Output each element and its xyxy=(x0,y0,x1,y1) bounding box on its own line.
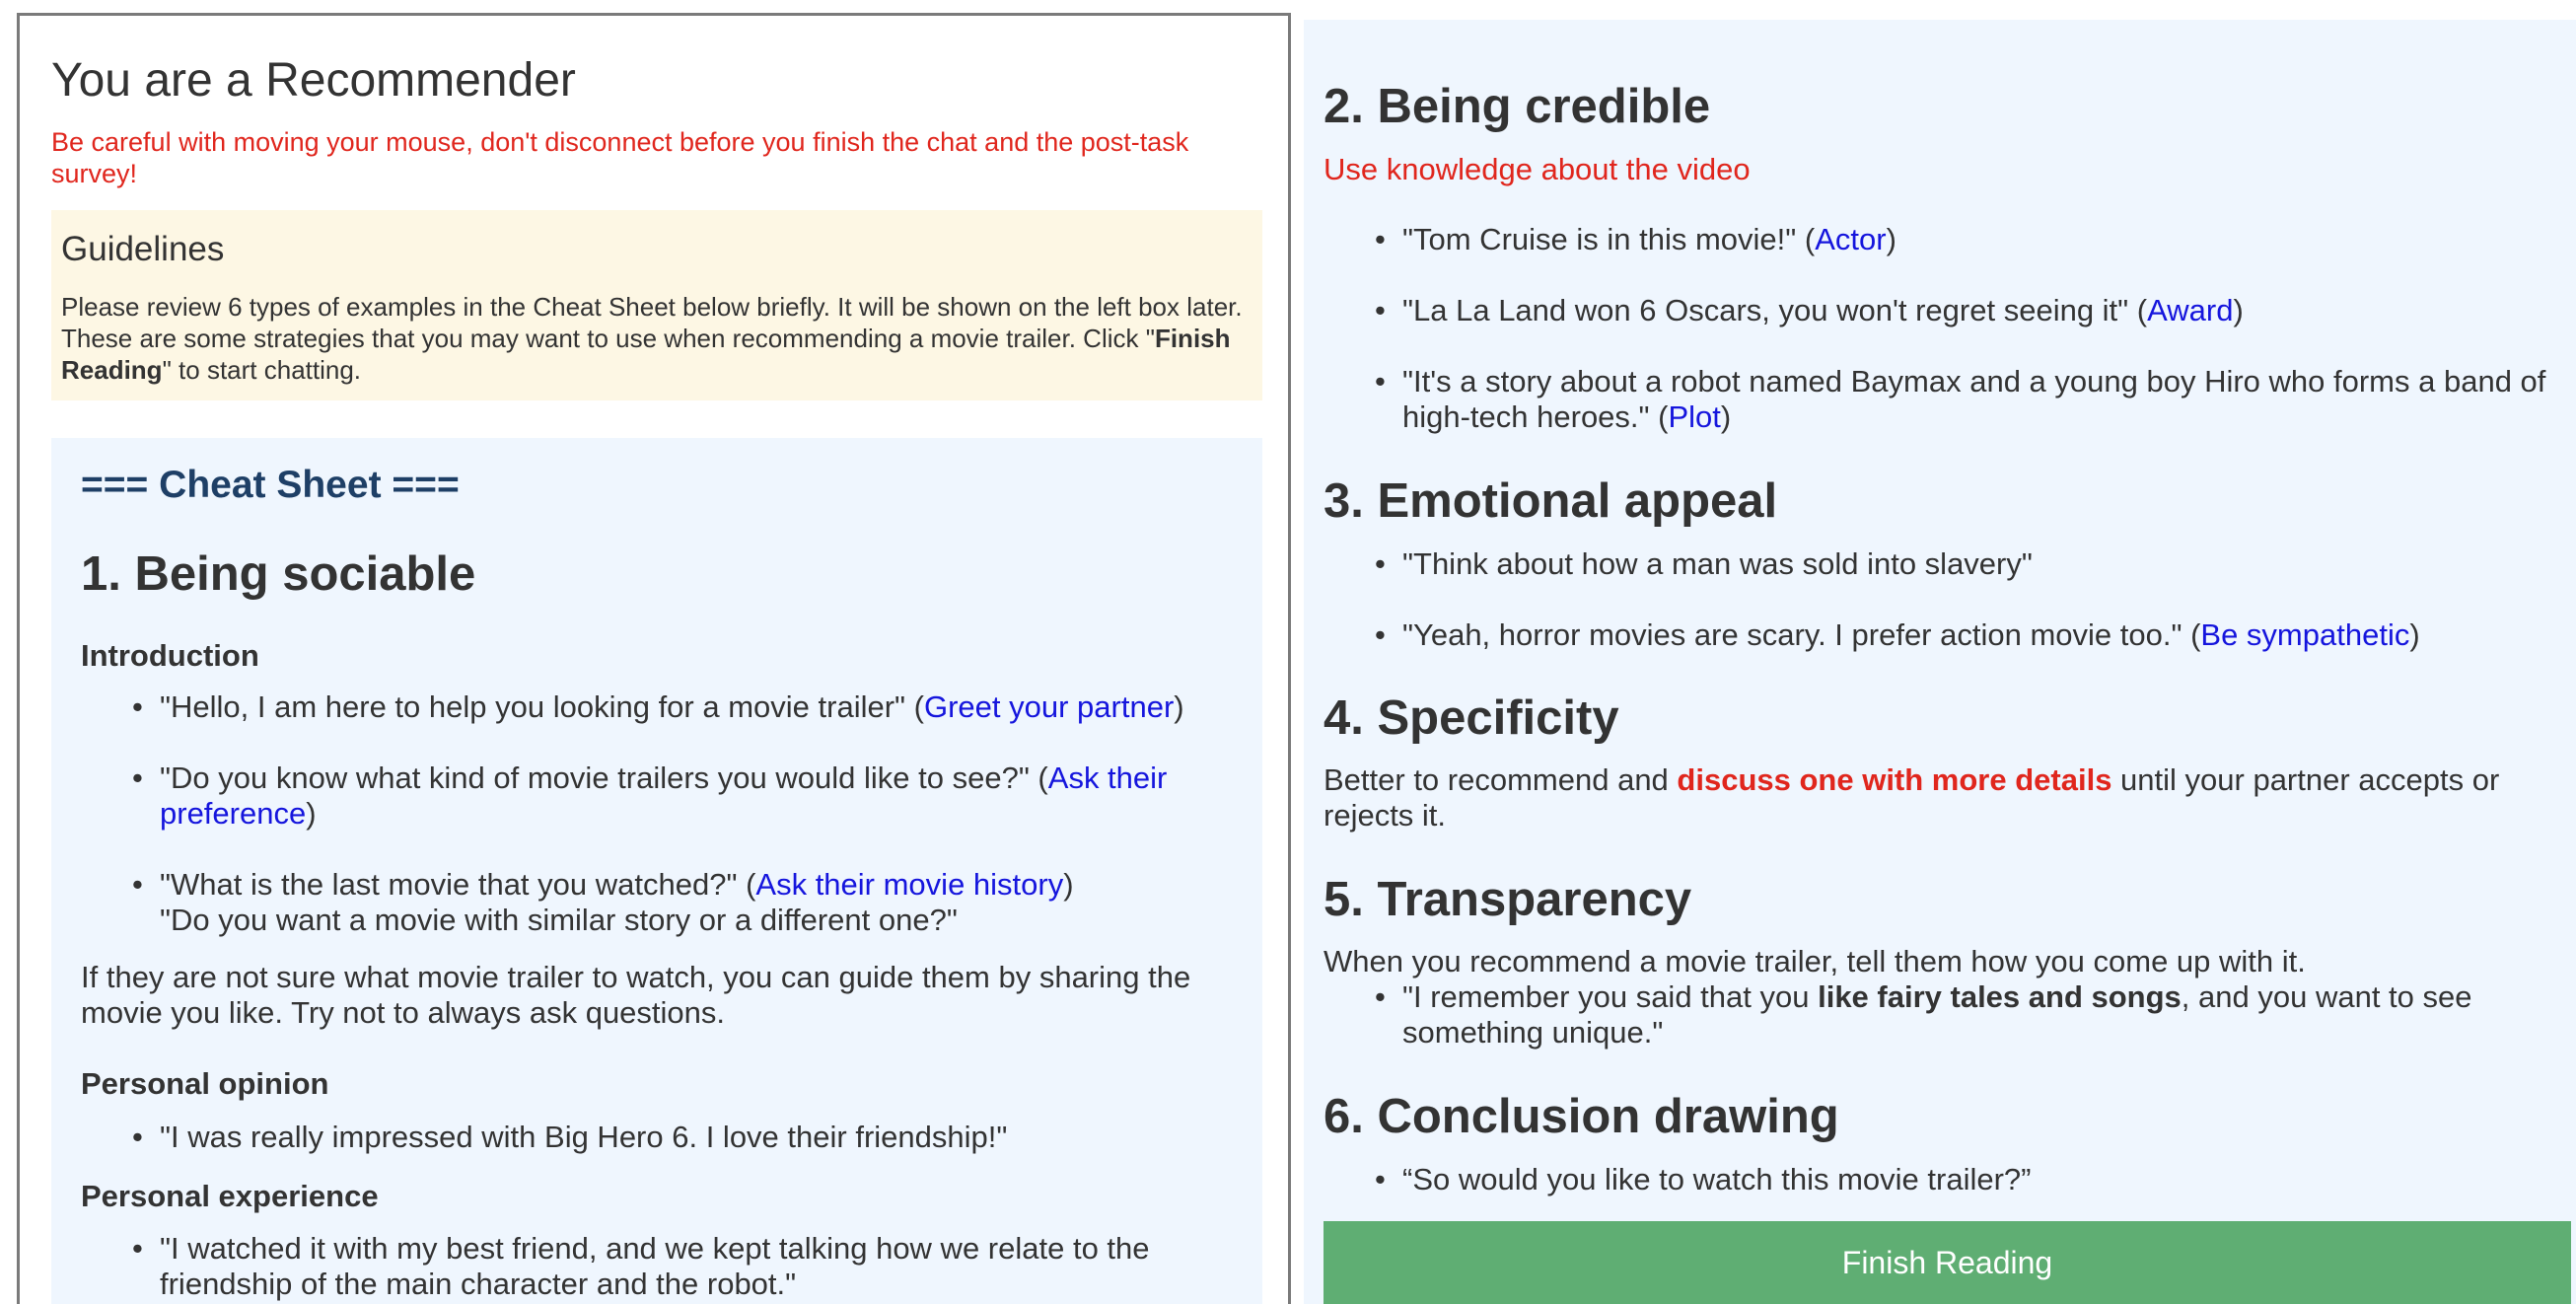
item-text: "Tom Cruise is in this movie!" ( xyxy=(1402,222,1816,256)
item-text-bold: like fairy tales and songs xyxy=(1818,979,2182,1014)
item-text-after: ) xyxy=(1886,222,1896,256)
bullet: • xyxy=(1375,979,1386,1014)
section-2-title: 2. Being credible xyxy=(1324,80,1711,133)
bullet: • xyxy=(132,1120,143,1154)
cheat-sheet-heading: === Cheat Sheet === xyxy=(81,464,460,506)
item-text: "Think about how a man was sold into slavery" xyxy=(1402,546,2033,581)
bullet: • xyxy=(1375,293,1386,327)
item-text: "La La Land won 6 Oscars, you won't regret seeing it" ( xyxy=(1402,293,2148,327)
list-item xyxy=(1375,979,2556,1050)
item-text-extra: "Do you want a movie with similar story or a different one?" xyxy=(160,903,958,937)
warning-text: Be careful with moving your mouse, don't disconnect before you finish the chat and the post-task survey! xyxy=(51,127,1189,188)
bullet: • xyxy=(132,761,143,795)
guidelines-text-bold: Finish Reading xyxy=(61,324,1231,385)
introduction-title: Introduction xyxy=(81,638,259,673)
bullet: • xyxy=(1375,1162,1386,1196)
guidelines-box xyxy=(51,210,1262,400)
list-item xyxy=(1375,222,2556,257)
section-4-title: 4. Specificity xyxy=(1324,691,1619,745)
guide-text: If they are not sure what movie trailer to watch, you can guide them by sharing the movie you like. Try not to always ask questions. xyxy=(81,960,1191,1030)
specificity-text xyxy=(1324,762,2556,833)
list-item xyxy=(132,1120,1245,1155)
list-item xyxy=(132,1231,1245,1302)
item-text: "What is the last movie that you watched?" ( xyxy=(160,867,756,902)
list-item xyxy=(1375,364,2556,435)
specificity-before: Better to recommend and xyxy=(1324,762,1678,797)
guidelines-text xyxy=(61,291,1245,386)
cheat-sheet-right xyxy=(1304,20,2576,1304)
list-item xyxy=(132,761,1245,832)
ask-preference-link[interactable]: Ask their preference xyxy=(160,761,1168,831)
item-text: "Hello, I am here to help you looking for a movie trailer" ( xyxy=(160,689,924,724)
finish-reading-button[interactable]: Finish Reading xyxy=(1324,1221,2571,1304)
transparency-text: When you recommend a movie trailer, tell them how you come up with it. xyxy=(1324,944,2306,978)
personal-opinion-title: Personal opinion xyxy=(81,1066,329,1101)
instructions-panel xyxy=(17,13,1291,1304)
section-6-title: 6. Conclusion drawing xyxy=(1324,1090,1839,1143)
item-text-after: ) xyxy=(1174,689,1184,724)
bullet: • xyxy=(132,689,143,724)
bullet: • xyxy=(1375,364,1386,398)
be-sympathetic-link[interactable]: Be sympathetic xyxy=(2200,617,2410,652)
item-text-after: ) xyxy=(1063,867,1074,902)
list-item xyxy=(132,689,1245,725)
bullet: • xyxy=(1375,222,1386,256)
list-item xyxy=(1375,546,2556,582)
page-title: You are a Recommender xyxy=(51,54,576,107)
actor-link[interactable]: Actor xyxy=(1815,222,1887,256)
list-item xyxy=(132,867,1245,938)
item-text: "I remember you said that you xyxy=(1402,979,1819,1014)
item-text: "I was really impressed with Big Hero 6. I love their friendship!" xyxy=(160,1120,1008,1154)
guidelines-text-after: " to start chatting. xyxy=(162,355,362,385)
item-text: "Do you know what kind of movie trailers you would like to see?" ( xyxy=(160,761,1048,795)
item-text-after: , and you want to see something unique." xyxy=(1402,979,2472,1050)
bullet: • xyxy=(1375,617,1386,652)
plot-link[interactable]: Plot xyxy=(1668,399,1721,434)
list-item xyxy=(1375,617,2556,653)
item-text: "It's a story about a robot named Baymax and a young boy Hiro who forms a band of high-tech heroes." ( xyxy=(1402,364,2546,434)
item-text-after: ) xyxy=(1720,399,1732,434)
section-1-title: 1. Being sociable xyxy=(81,547,476,601)
personal-experience-title: Personal experience xyxy=(81,1179,379,1213)
guidelines-text-before: Please review 6 types of examples in the Cheat Sheet below briefly. It will be shown on the left box later. These are some strategies that you may want to use when recommending a movie trailer. Click " xyxy=(61,292,1243,353)
bullet: • xyxy=(132,867,143,902)
item-text: “So would you like to watch this movie trailer?” xyxy=(1402,1162,2032,1196)
section-2-subtitle: Use knowledge about the video xyxy=(1324,152,1751,186)
section-5-title: 5. Transparency xyxy=(1324,873,1692,926)
item-text-after: ) xyxy=(2233,293,2244,327)
specificity-emphasis: discuss one with more details xyxy=(1677,762,2112,797)
section-3-title: 3. Emotional appeal xyxy=(1324,474,1778,528)
award-link[interactable]: Award xyxy=(2147,293,2234,327)
item-text-after: ) xyxy=(306,796,317,831)
item-text-after: ) xyxy=(2409,617,2420,652)
item-text: "Yeah, horror movies are scary. I prefer action movie too." ( xyxy=(1402,617,2201,652)
greet-partner-link[interactable]: Greet your partner xyxy=(923,689,1175,724)
bullet: • xyxy=(1375,546,1386,581)
item-text: "I watched it with my best friend, and we kept talking how we relate to the friendship of the main character and the robot." xyxy=(160,1231,1150,1301)
ask-movie-history-link[interactable]: Ask their movie history xyxy=(755,867,1064,902)
list-item xyxy=(1375,1162,2556,1197)
list-item xyxy=(1375,293,2556,328)
bullet: • xyxy=(132,1231,143,1266)
guidelines-title: Guidelines xyxy=(61,230,225,268)
specificity-after: until your partner accepts or rejects it. xyxy=(1324,762,2500,833)
cheat-sheet-left xyxy=(51,438,1262,1304)
